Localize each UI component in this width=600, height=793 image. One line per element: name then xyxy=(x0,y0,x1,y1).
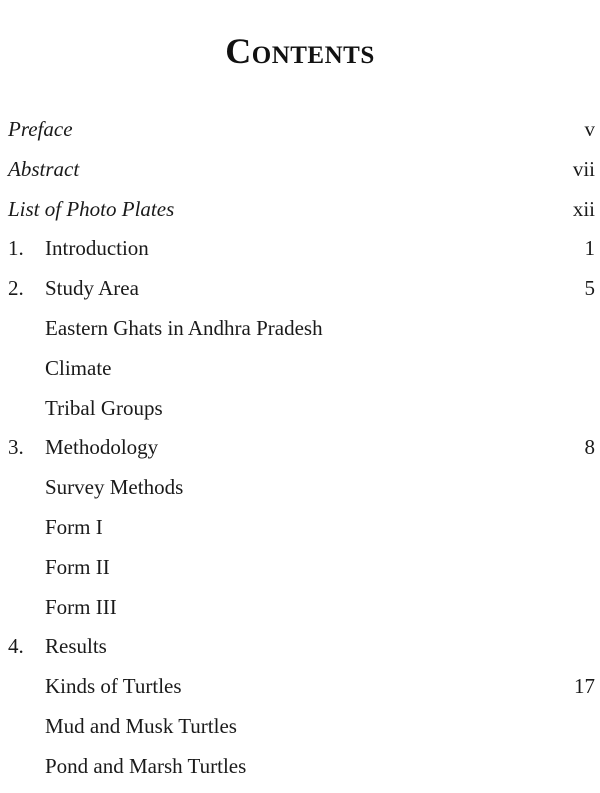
toc-entry xyxy=(0,707,600,747)
toc-entry xyxy=(0,229,600,269)
toc-entry xyxy=(0,309,600,349)
toc-entry-title: Form II xyxy=(45,554,110,579)
toc-entry xyxy=(0,548,600,588)
toc-entry-title: Abstract xyxy=(8,156,80,181)
toc-entry-title: List of Photo Plates xyxy=(8,196,175,221)
toc-entry-title: Mud and Musk Turtles xyxy=(45,713,237,738)
toc-entry xyxy=(0,190,600,230)
toc-entry-title: Methodology xyxy=(45,435,159,460)
toc-entry-page: 5 xyxy=(584,276,595,301)
toc-entry-title: Form I xyxy=(45,514,103,539)
toc-entry-page: xii xyxy=(572,196,595,221)
toc-entry-title: Study Area xyxy=(45,276,139,301)
toc-entry-number: 4. xyxy=(8,634,24,659)
toc-entry xyxy=(0,747,600,787)
toc-entry-title: Preface xyxy=(8,117,73,141)
toc-entry-title: Tribal Groups xyxy=(45,395,163,420)
toc-entry-title: Survey Methods xyxy=(45,475,184,500)
toc-entry-number: 2. xyxy=(8,276,24,301)
toc-entry-title: Results xyxy=(45,634,107,659)
toc-entry xyxy=(0,627,600,667)
table-of-contents xyxy=(0,110,600,787)
toc-entry xyxy=(0,150,600,190)
toc-entry-title: Kinds of Turtles xyxy=(45,674,182,699)
toc-entry-page: 8 xyxy=(584,435,595,460)
toc-entry xyxy=(0,269,600,309)
toc-entry-title: Form III xyxy=(45,594,117,619)
toc-entry-page: 1 xyxy=(584,236,595,261)
page-title: Contents xyxy=(225,31,375,71)
toc-entry-number: 3. xyxy=(8,435,24,460)
toc-entry-title: Pond and Marsh Turtles xyxy=(45,753,247,778)
toc-entry-page: 17 xyxy=(574,674,595,699)
toc-entry xyxy=(0,349,600,389)
toc-entry xyxy=(0,508,600,548)
toc-entry-number: 1. xyxy=(8,236,24,261)
toc-entry-title: Introduction xyxy=(45,236,149,261)
toc-entry xyxy=(0,588,600,628)
toc-entry-page: vii xyxy=(572,156,595,181)
toc-entry-page: v xyxy=(584,117,595,141)
toc-entry xyxy=(0,428,600,468)
toc-entry-title: Eastern Ghats in Andhra Pradesh xyxy=(45,315,323,340)
toc-entry xyxy=(0,667,600,707)
toc-entry xyxy=(0,110,600,150)
toc-entry xyxy=(0,389,600,429)
toc-entry xyxy=(0,468,600,508)
toc-entry-title: Climate xyxy=(45,355,112,380)
